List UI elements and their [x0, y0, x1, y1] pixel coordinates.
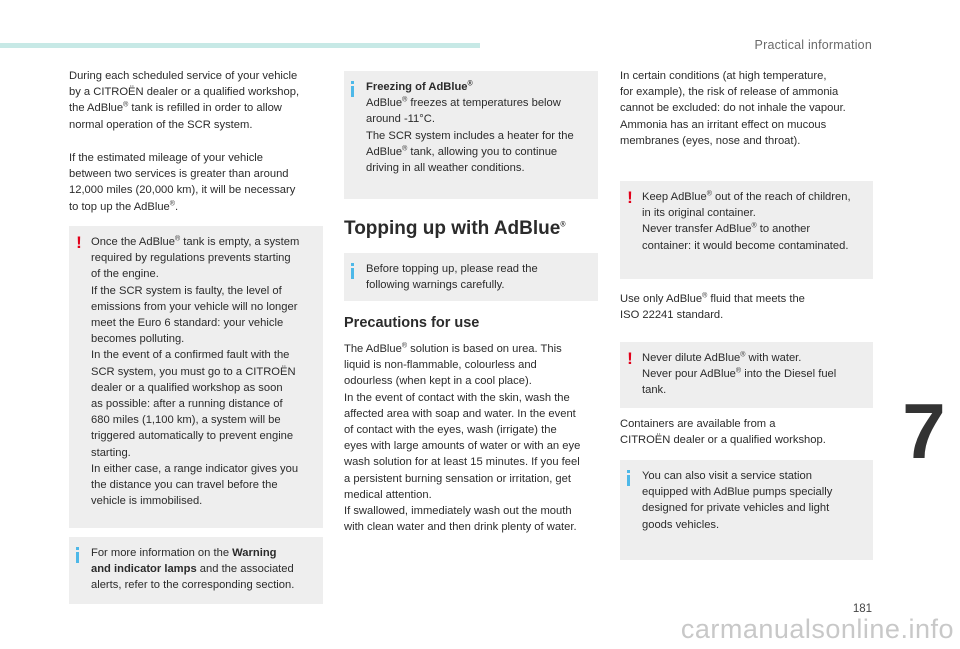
paragraph-service-refill: During each scheduled service of your vehicle by a CITROËN dealer or a qualified workshop, the AdBlue® tank is refilled in order to allow normal operation of the SCR system. — [69, 70, 300, 131]
freezing-title: Freezing of AdBlue® — [366, 80, 473, 93]
section-title: Practical information — [754, 38, 872, 52]
heading-topping-up: Topping up with AdBlue® — [344, 218, 566, 239]
paragraph-fluid-standard: Use only AdBlue® fluid that meets the ISO 22241 standard. — [620, 292, 805, 322]
page-number: 181 — [852, 603, 872, 615]
warning-icon: ! — [76, 233, 82, 252]
info-text-before-topping: Before topping up, please read the following warnings carefully. — [366, 263, 538, 292]
warning-box-dilute — [620, 342, 873, 408]
paragraph-precautions: The AdBlue® solution is based on urea. This liquid is non-flammable, colourless and odourless (when kept in a cool place). In the event of contact with the skin, wash the affected area with soap and water. In the event of contact with the eyes, wash (irrigate) the eyes with large amounts of water or with an eye wash solution for at least 15 minutes. If you feel a persistent burning sensation or irritation, get medical attention. If swallowed, immediately wash out the mouth with clean water and then drink plenty of water. — [344, 342, 581, 534]
warning-text-children: Keep AdBlue® out of the reach of children, in its original container. Never transfer AdBlue® to another container: it would become contaminated. — [642, 190, 851, 252]
paragraph-containers: Containers are available from a CITROËN dealer or a qualified workshop. — [620, 418, 826, 447]
warning-lamps-reference: Warning and indicator lamps — [91, 547, 277, 576]
info-icon — [627, 470, 630, 486]
info-text-warning-lamps: For more information on the Warning and indicator lamps and the associated alerts, refer to the corresponding section. — [91, 547, 295, 592]
info-box-before-topping — [344, 253, 598, 301]
header-accent-bar — [0, 43, 480, 48]
info-box-service-station — [620, 460, 873, 560]
warning-box-children — [620, 181, 873, 279]
warning-text-empty-tank: Once the AdBlue® tank is empty, a system required by regulations prevents starting of the engine. If the SCR system is faulty, the level of emissions from your vehicle will no longer meet the Euro 6 standard: your vehicle becomes polluting. In the event of a confirmed fault with the SCR system, you must go to a CITROËN dealer or a qualified workshop as soon as possible: after a running distance of 680 miles (1,100 km), a system will be triggered automatically to prevent engine starting. In either case, a range indicator gives you the distance you can travel before the vehicle is immobilised. — [91, 235, 300, 508]
info-text-service-station: You can also visit a service station equipped with AdBlue pumps specially designed for private vehicles and light goods vehicles. — [642, 470, 833, 531]
paragraph-top-up-mileage: If the estimated mileage of your vehicle between two services is greater than around 12,000 miles (20,000 km), it will be necessary to top up the AdBlue®. — [69, 152, 296, 213]
warning-text-dilute: Never dilute AdBlue® with water. Never pour AdBlue® into the Diesel fuel tank. — [642, 351, 837, 397]
info-icon — [351, 263, 354, 279]
info-box-warning-lamps — [69, 537, 323, 604]
heading-precautions: Precautions for use — [344, 315, 480, 331]
chapter-number: 7 — [888, 388, 960, 474]
warning-icon: ! — [627, 188, 633, 207]
freezing-body: AdBlue® freezes at temperatures below around -11°C. The SCR system includes a heater for the AdBlue® tank, allowing you to continue driving in all weather conditions. — [366, 96, 574, 175]
info-box-freezing — [344, 71, 598, 199]
info-icon — [76, 547, 79, 563]
warning-box-empty-tank — [69, 226, 323, 528]
paragraph-ammonia: In certain conditions (at high temperature, for example), the risk of release of ammonia cannot be excluded: do not inhale the vapour. Ammonia has an irritant effect on mucous membranes (eyes, nose and throat). — [620, 70, 846, 147]
info-icon — [351, 81, 354, 97]
warning-icon: ! — [627, 349, 633, 368]
watermark: carmanualsonline.info — [680, 614, 954, 644]
